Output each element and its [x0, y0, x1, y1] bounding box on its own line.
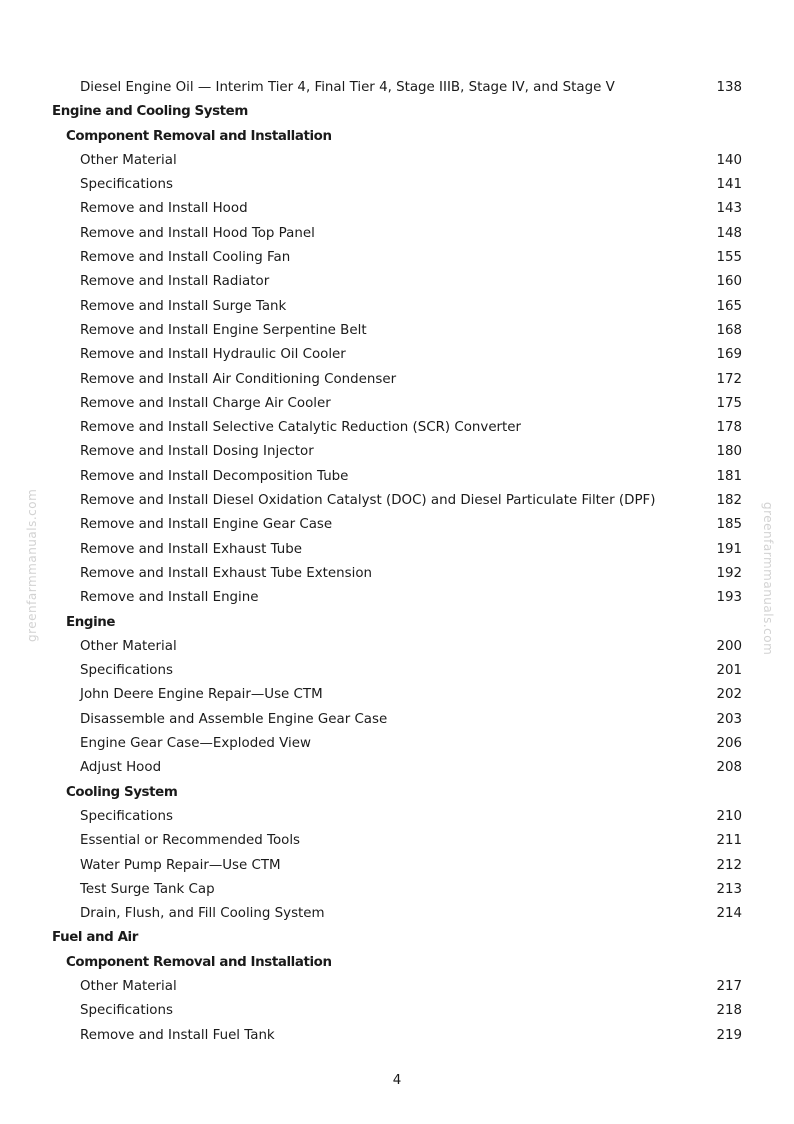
toc-entry-title: Engine Gear Case—Exploded View [80, 736, 311, 752]
toc-entry[interactable] [0, 270, 794, 294]
toc-entry[interactable] [0, 513, 794, 537]
toc-entry-title: Fuel and Air [52, 930, 138, 946]
toc-entry[interactable] [0, 805, 794, 829]
toc-subsection-heading[interactable] [0, 951, 794, 975]
toc-entry-page: 180 [716, 444, 742, 460]
toc-entry-page: 182 [716, 493, 742, 509]
toc-entry-page: 212 [716, 857, 742, 873]
toc-entry-page: 218 [716, 1003, 742, 1019]
toc-entry-page: 185 [716, 517, 742, 533]
toc-section-heading[interactable] [0, 926, 794, 950]
toc-subsection-heading[interactable] [0, 781, 794, 805]
toc-entry-title: John Deere Engine Repair—Use CTM [80, 687, 323, 703]
toc-entry[interactable] [0, 368, 794, 392]
toc-entry-title: Remove and Install Engine Serpentine Belt [80, 322, 367, 338]
toc-entry-title: Component Removal and Installation [66, 954, 332, 970]
toc-entry[interactable] [0, 538, 794, 562]
toc-entry-title: Engine [66, 614, 116, 630]
toc-entry-page: 148 [716, 225, 742, 241]
toc-entry-title: Other Material [80, 978, 177, 994]
toc-entry[interactable] [0, 173, 794, 197]
toc-entry[interactable] [0, 756, 794, 780]
toc-entry[interactable] [0, 343, 794, 367]
toc-entry-title: Specifications [80, 808, 173, 824]
toc-entry-title: Specifications [80, 177, 173, 193]
toc-entry-title: Cooling System [66, 784, 178, 800]
toc-entry[interactable] [0, 635, 794, 659]
toc-entry-page: 191 [716, 541, 742, 557]
toc-entry-title: Component Removal and Installation [66, 128, 332, 144]
toc-entry-title: Engine and Cooling System [52, 104, 248, 120]
toc-entry-page: 155 [716, 250, 742, 266]
toc-entry[interactable] [0, 489, 794, 513]
toc-entry-title: Remove and Install Selective Catalytic Reduction (SCR) Converter [80, 420, 522, 436]
toc-entry[interactable] [0, 659, 794, 683]
toc-entry-title: Diesel Engine Oil — Interim Tier 4, Final Tier 4, Stage IIIB, Stage IV, and Stage V [80, 80, 615, 95]
toc-entry-page: 169 [716, 347, 742, 363]
toc-entry-page: 214 [716, 906, 742, 922]
toc-entry[interactable] [0, 76, 794, 100]
toc-entry-title: Disassemble and Assemble Engine Gear Case [80, 711, 388, 727]
toc-entry[interactable] [0, 878, 794, 902]
toc-section-heading[interactable] [0, 100, 794, 124]
toc-entry-title: Other Material [80, 152, 177, 168]
toc-entry-title: Other Material [80, 638, 177, 654]
toc-entry-page: 138 [716, 80, 742, 95]
toc-subsection-heading[interactable] [0, 611, 794, 635]
toc-entry[interactable] [0, 392, 794, 416]
table-of-contents [0, 76, 794, 1048]
toc-entry-title: Remove and Install Dosing Injector [80, 444, 314, 460]
toc-entry-title: Remove and Install Diesel Oxidation Catalyst (DOC) and Diesel Particulate Filter (DPF) [80, 493, 656, 509]
toc-entry[interactable] [0, 465, 794, 489]
toc-entry-title: Test Surge Tank Cap [80, 881, 215, 897]
toc-entry[interactable] [0, 440, 794, 464]
toc-entry-title: Remove and Install Hydraulic Oil Cooler [80, 347, 346, 363]
toc-entry[interactable] [0, 586, 794, 610]
toc-entry[interactable] [0, 246, 794, 270]
toc-subsection-heading[interactable] [0, 125, 794, 149]
toc-entry-page: 168 [716, 322, 742, 338]
toc-entry-page: 143 [716, 201, 742, 217]
toc-entry-page: 172 [716, 371, 742, 387]
toc-entry-title: Essential or Recommended Tools [80, 833, 301, 849]
toc-entry[interactable] [0, 319, 794, 343]
toc-entry-page: 211 [716, 833, 742, 849]
toc-entry-title: Drain, Flush, and Fill Cooling System [80, 906, 325, 922]
toc-entry-page: 203 [716, 711, 742, 727]
toc-entry-page: 206 [716, 736, 742, 752]
toc-entry[interactable] [0, 295, 794, 319]
toc-entry-title: Remove and Install Exhaust Tube [80, 541, 303, 557]
toc-entry-page: 202 [716, 687, 742, 703]
toc-entry[interactable] [0, 708, 794, 732]
toc-entry-title: Specifications [80, 663, 173, 679]
toc-entry-page: 192 [716, 565, 742, 581]
toc-entry[interactable] [0, 683, 794, 707]
toc-entry[interactable] [0, 854, 794, 878]
toc-entry-page: 201 [716, 663, 742, 679]
watermark-right: greenfarmmanuals.com [761, 502, 775, 656]
toc-entry[interactable] [0, 902, 794, 926]
toc-entry-page: 208 [716, 760, 742, 776]
toc-entry[interactable] [0, 999, 794, 1023]
toc-entry-page: 141 [716, 177, 742, 193]
toc-entry-title: Remove and Install Exhaust Tube Extension [80, 565, 373, 581]
toc-entry-title: Remove and Install Hood [80, 201, 248, 217]
toc-entry-page: 193 [716, 590, 742, 606]
toc-entry-title: Remove and Install Charge Air Cooler [80, 395, 331, 411]
toc-entry-title: Remove and Install Surge Tank [80, 298, 287, 314]
toc-entry-title: Remove and Install Fuel Tank [80, 1027, 275, 1043]
toc-entry[interactable] [0, 416, 794, 440]
toc-entry-title: Remove and Install Engine Gear Case [80, 517, 333, 533]
toc-entry-title: Remove and Install Decomposition Tube [80, 468, 349, 484]
toc-entry[interactable] [0, 562, 794, 586]
toc-entry[interactable] [0, 149, 794, 173]
toc-entry-page: 200 [716, 638, 742, 654]
toc-entry[interactable] [0, 829, 794, 853]
toc-entry-title: Water Pump Repair—Use CTM [80, 857, 281, 873]
toc-entry[interactable] [0, 1024, 794, 1048]
toc-entry[interactable] [0, 975, 794, 999]
toc-entry-page: 217 [716, 978, 742, 994]
toc-entry-page: 165 [716, 298, 742, 314]
toc-entry[interactable] [0, 732, 794, 756]
toc-entry-page: 213 [716, 881, 742, 897]
toc-entry-page: 219 [716, 1027, 742, 1043]
page-number: 4 [392, 1073, 402, 1088]
toc-entry[interactable] [0, 222, 794, 246]
toc-entry-page: 140 [716, 152, 742, 168]
toc-entry-page: 175 [716, 395, 742, 411]
toc-entry-title: Remove and Install Air Conditioning Condenser [80, 371, 397, 387]
toc-entry[interactable] [0, 197, 794, 221]
toc-entry-page: 210 [716, 808, 742, 824]
toc-entry-title: Remove and Install Hood Top Panel [80, 225, 315, 241]
toc-entry-page: 160 [716, 274, 742, 290]
toc-entry-page: 178 [716, 420, 742, 436]
toc-entry-title: Remove and Install Radiator [80, 274, 270, 290]
watermark-left: greenfarmmanuals.com [25, 488, 39, 642]
toc-entry-page: 181 [716, 468, 742, 484]
toc-entry-title: Adjust Hood [80, 760, 162, 776]
toc-entry-title: Remove and Install Engine [80, 590, 259, 606]
toc-entry-title: Specifications [80, 1003, 173, 1019]
toc-entry-title: Remove and Install Cooling Fan [80, 250, 291, 266]
